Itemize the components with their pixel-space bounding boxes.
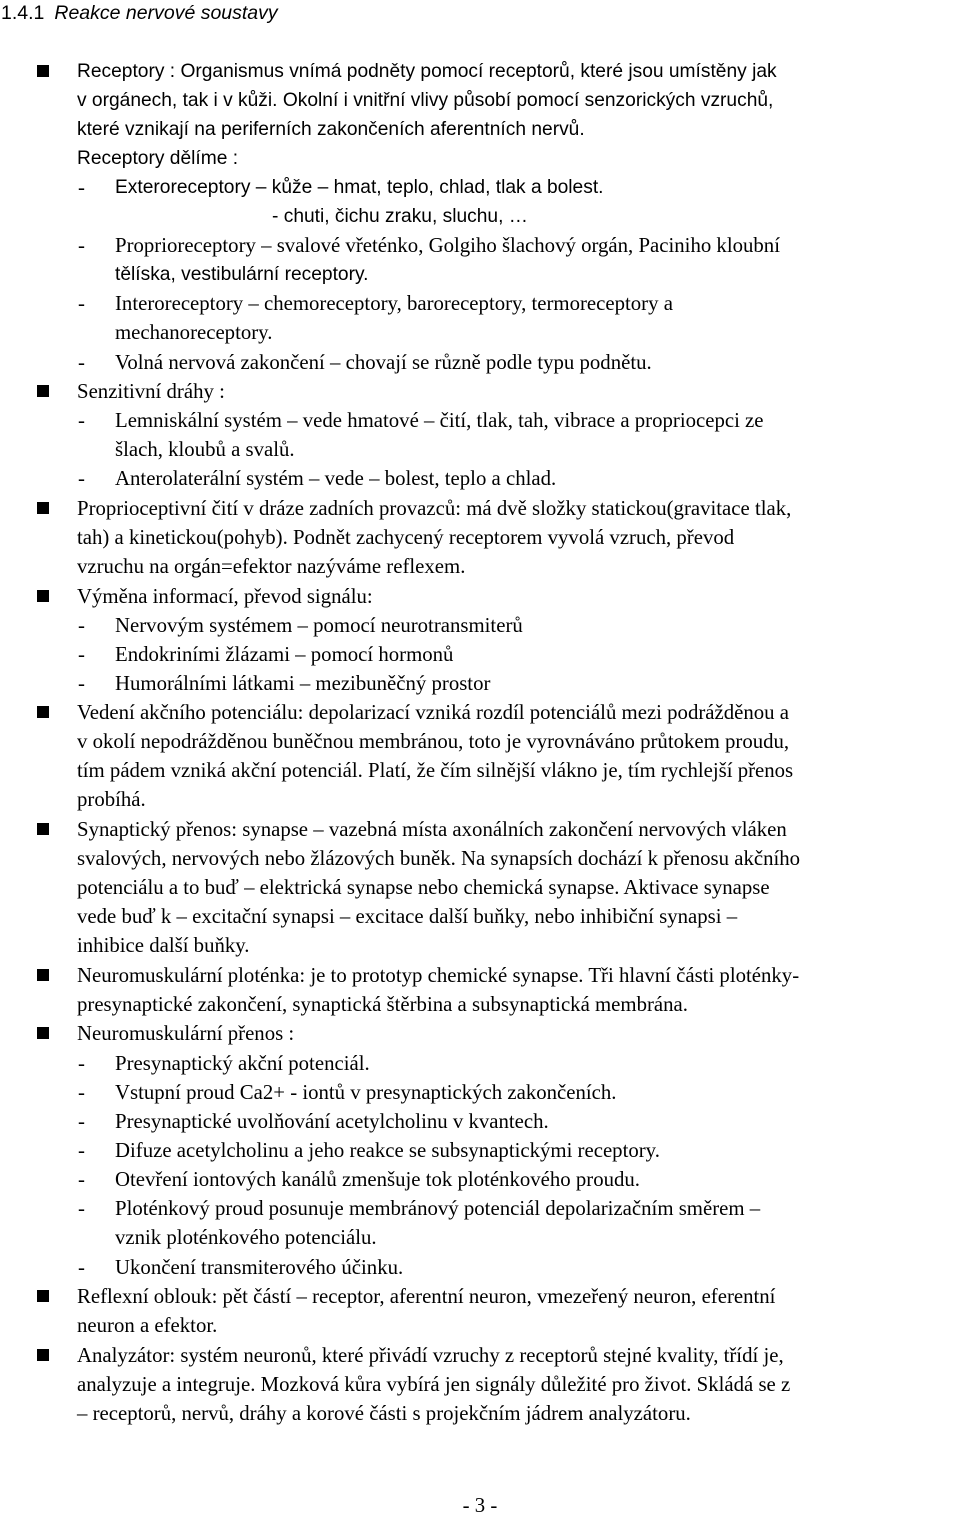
text-line: Receptory dělíme : bbox=[77, 148, 239, 169]
text-line: tah) a kinetickou(pohyb). Podnět zachycený receptorem vyvolá vzruch, převod bbox=[77, 526, 735, 549]
dash-marker: - bbox=[78, 1052, 85, 1075]
text-line: Neuromuskulární ploténka: je to prototyp chemické synapse. Tři hlavní části ploténky- bbox=[77, 964, 800, 987]
text-line: Neuromuskulární přenos : bbox=[77, 1022, 295, 1045]
section-number: 1.4.1 bbox=[1, 2, 45, 24]
text-line: Ukončení transmiterového účinku. bbox=[115, 1256, 404, 1279]
text-line: potenciálu a to buď – elektrická synapse nebo chemická synapse. Aktivace synapse bbox=[77, 876, 770, 899]
text-line: v orgánech, tak i v kůži. Okolní i vnitřní vlivy působí pomocí senzorických vzruchů, bbox=[77, 90, 774, 111]
dash-marker: - bbox=[78, 672, 85, 695]
dash-marker: - bbox=[78, 643, 85, 666]
text-line: Vstupní proud Ca2+ - iontů v presynaptických zakončeních. bbox=[115, 1081, 617, 1104]
dash-marker: - bbox=[78, 1168, 85, 1191]
text-line: neuron a efektor. bbox=[77, 1314, 218, 1337]
text-line: které vznikají na periferních zakončeních aferentních nervů. bbox=[77, 119, 585, 140]
dash-marker: - bbox=[78, 176, 85, 199]
bullet-icon bbox=[37, 65, 49, 77]
text-line: Difuze acetylcholinu a jeho reakce se subsynaptickými receptory. bbox=[115, 1139, 660, 1162]
text-line: - chuti, čichu zraku, sluchu, … bbox=[272, 206, 528, 227]
text-line: tělíska, vestibulární receptory. bbox=[115, 264, 369, 285]
text-line: tím pádem vzniká akční potenciál. Platí, že čím silnější vlákno je, tím rychlejší přenos bbox=[77, 759, 794, 782]
dash-marker: - bbox=[78, 467, 85, 490]
text-line: Výměna informací, převod signálu: bbox=[77, 585, 373, 608]
text-line: vede buď k – excitační synapsi – excitace další buňky, nebo inhibiční synapsi – bbox=[77, 905, 738, 928]
dash-marker: - bbox=[78, 1081, 85, 1104]
text-line: Reflexní oblouk: pět částí – receptor, aferentní neuron, vmezeřený neuron, eferentní bbox=[77, 1285, 776, 1308]
bullet-icon bbox=[37, 706, 49, 718]
dash-marker: - bbox=[78, 1110, 85, 1133]
text-line: Vedení akčního potenciálu: depolarizací vzniká rozdíl potenciálů mezi podrážděnou a bbox=[77, 701, 789, 724]
section-title: Reakce nervové soustavy bbox=[54, 2, 278, 24]
text-line: Ploténkový proud posunuje membránový potenciál depolarizačním směrem – bbox=[115, 1197, 761, 1220]
text-line: Synaptický přenos: synapse – vazebná místa axonálních zakončení nervových vláken bbox=[77, 818, 787, 841]
text-line: Proprioceptivní čití v dráze zadních provazců: má dvě složky statickou(gravitace tlak, bbox=[77, 497, 792, 520]
text-line: presynaptické zakončení, synaptická štěrbina a subsynaptická membrána. bbox=[77, 993, 688, 1016]
dash-marker: - bbox=[78, 1139, 85, 1162]
bullet-icon bbox=[37, 502, 49, 514]
text-line: Humorálními látkami – mezibuněčný prostor bbox=[115, 672, 491, 695]
dash-marker: - bbox=[78, 234, 85, 257]
bullet-icon bbox=[37, 1290, 49, 1302]
text-line: analyzuje a integruje. Mozková kůra vybírá jen signály důležité pro život. Skládá se z bbox=[77, 1373, 791, 1396]
text-line: šlach, kloubů a svalů. bbox=[115, 438, 295, 461]
bullet-icon bbox=[37, 969, 49, 981]
text-line: Lemniskální systém – vede hmatové – čití, tlak, tah, vibrace a propriocepci ze bbox=[115, 409, 764, 432]
text-line: Proprioreceptory – svalové vřeténko, Golgiho šlachový orgán, Paciniho kloubní bbox=[115, 234, 780, 257]
bullet-icon bbox=[37, 590, 49, 602]
page-number: - 3 - bbox=[462, 1494, 498, 1517]
bullet-icon bbox=[37, 1027, 49, 1039]
text-line: – receptorů, nervů, dráhy a korové části s projekčním jádrem analyzátoru. bbox=[77, 1402, 691, 1425]
text-line: Volná nervová zakončení – chovají se různě podle typu podnětu. bbox=[115, 351, 652, 374]
text-line: Interoreceptory – chemoreceptory, baroreceptory, termoreceptory a bbox=[115, 292, 673, 315]
text-line: inhibice další buňky. bbox=[77, 934, 250, 957]
dash-marker: - bbox=[78, 614, 85, 637]
text-line: Presynaptické uvolňování acetylcholinu v kvantech. bbox=[115, 1110, 549, 1133]
bullet-icon bbox=[37, 823, 49, 835]
dash-marker: - bbox=[78, 409, 85, 432]
text-line: Exteroreceptory – kůže – hmat, teplo, chlad, tlak a bolest. bbox=[115, 177, 604, 198]
text-line: mechanoreceptory. bbox=[115, 321, 273, 344]
text-line: v okolí nepodrážděnou buněčnou membránou, toto je vyrovnáváno průtokem proudu, bbox=[77, 730, 790, 753]
bullet-icon bbox=[37, 385, 49, 397]
text-line: Presynaptický akční potenciál. bbox=[115, 1052, 370, 1075]
dash-marker: - bbox=[78, 292, 85, 315]
text-line: Receptory : Organismus vnímá podněty pomocí receptorů, které jsou umístěny jak bbox=[77, 61, 777, 82]
dash-marker: - bbox=[78, 351, 85, 374]
text-line: Anterolaterální systém – vede – bolest, teplo a chlad. bbox=[115, 467, 557, 490]
bullet-icon bbox=[37, 1349, 49, 1361]
dash-marker: - bbox=[78, 1256, 85, 1279]
text-line: Senzitivní dráhy : bbox=[77, 380, 225, 403]
text-line: svalových, nervových nebo žlázových buněk. Na synapsích dochází k přenosu akčního bbox=[77, 847, 801, 870]
text-line: Analyzátor: systém neuronů, které přivádí vzruchy z receptorů stejné kvality, třídí je, bbox=[77, 1344, 784, 1367]
text-line: probíhá. bbox=[77, 788, 146, 811]
text-line: Endokriními žlázami – pomocí hormonů bbox=[115, 643, 454, 666]
section-heading bbox=[1, 0, 278, 26]
text-line: vznik ploténkového potenciálu. bbox=[115, 1226, 377, 1249]
dash-marker: - bbox=[78, 1197, 85, 1220]
text-line: Otevření iontových kanálů zmenšuje tok ploténkového proudu. bbox=[115, 1168, 640, 1191]
text-line: vzruchu na orgán=efektor nazýváme reflexem. bbox=[77, 555, 466, 578]
text-line: Nervovým systémem – pomocí neurotransmiterů bbox=[115, 614, 523, 637]
